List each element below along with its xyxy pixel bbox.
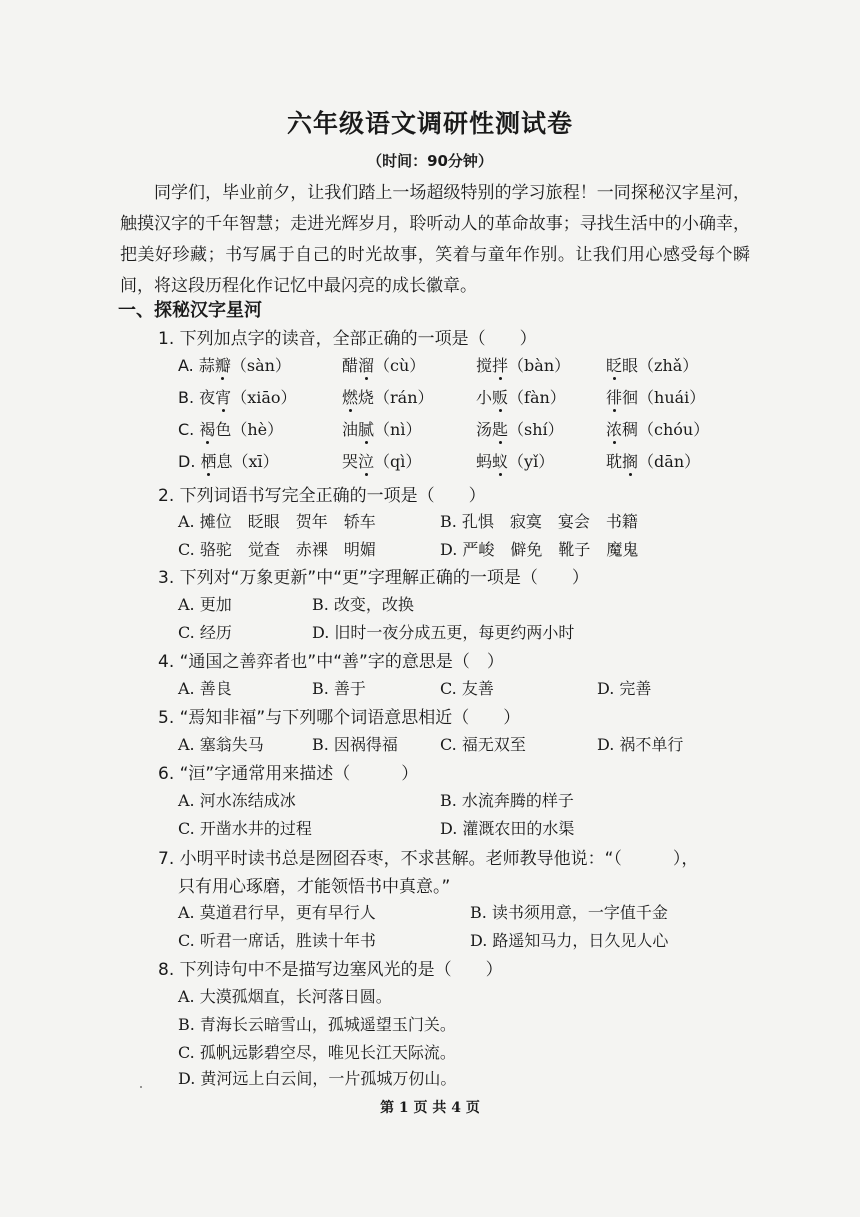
word-char: 油	[342, 420, 359, 439]
question-1-option-c-word-3	[476, 417, 564, 440]
word-char: 搅	[476, 356, 493, 375]
question-1-option-c-word-2	[342, 417, 421, 440]
question-5-option-b: B. 因祸得福	[312, 735, 398, 754]
word-char: 汤	[476, 420, 493, 439]
question-8-option-c: C. 孤帆远影碧空尽，唯见长江天际流。	[178, 1043, 456, 1062]
pinyin: （dān）	[638, 452, 701, 471]
pinyin: （sàn）	[230, 356, 291, 375]
question-5-option-d: D. 祸不单行	[597, 735, 684, 754]
intro-paragraph	[120, 178, 750, 302]
question-6-stem: 6. “洹”字通常用来描述（ ）	[158, 764, 419, 784]
question-1-option-d-word-2	[342, 449, 421, 472]
word-char: 哭	[342, 452, 359, 471]
pinyin: （nì）	[374, 420, 422, 439]
word-char: 腻	[358, 420, 375, 439]
word-char: 徊	[622, 388, 639, 407]
pinyin: （cù）	[374, 356, 426, 375]
pinyin: （rán）	[374, 388, 434, 407]
question-6-option-b: B. 水流奔腾的样子	[440, 791, 574, 810]
question-1-option-a-word-3	[476, 353, 570, 376]
intro-text: 同学们，毕业前夕，让我们踏上一场超级特别的学习旅程！一同探秘汉字星河，触摸汉字的千年智慧；走进光辉岁月，聆听动人的革命故事；寻找生活中的小确幸，把美好珍藏；书写属于自己的时光故事，笑着与童年作别。让我们用心感受每个瞬间，将这段历程化作记忆中最闪亮的成长徽章。	[120, 183, 750, 296]
page-title: 六年级语文调研性测试卷	[286, 109, 573, 138]
question-1-option-c-word-4	[606, 417, 709, 440]
word-char: 烧	[358, 388, 375, 407]
word-char: 宵	[215, 388, 232, 407]
word-char: 搁	[622, 452, 639, 471]
question-2-option-b: B. 孔惧 寂寞 宴会 书籍	[440, 512, 638, 531]
question-1-option-a-word-2	[342, 353, 425, 376]
pinyin: （yǐ）	[508, 452, 555, 471]
word-char: 蚂	[476, 452, 493, 471]
question-5-option-a: A. 塞翁失马	[178, 735, 264, 754]
question-1-option-b-word-4	[606, 385, 705, 408]
question-3-stem: 3. 下列对“万象更新”中“更”字理解正确的一项是（ ）	[158, 568, 589, 588]
pinyin: （xī）	[232, 452, 279, 471]
question-2-option-d: D. 严峻 僻免 靴子 魔鬼	[440, 540, 639, 559]
question-4-option-d: D. 完善	[597, 679, 652, 698]
word-char: 息	[216, 452, 233, 471]
pinyin: （chóu）	[638, 420, 710, 439]
question-1-option-d-word-3	[476, 449, 554, 472]
question-1-option-c-word-1	[178, 417, 283, 440]
word-char: 徘	[606, 388, 623, 407]
question-1-option-b-word-3	[476, 385, 566, 408]
time-limit: （时间：90分钟）	[367, 152, 493, 170]
pinyin: （zhǎ）	[638, 356, 699, 375]
question-6-option-d: D. 灌溉农田的水渠	[440, 819, 575, 838]
word-char: 眼	[622, 356, 639, 375]
question-8-option-a: A. 大漠孤烟直，长河落日圆。	[178, 987, 392, 1006]
word-char: 浓	[606, 420, 623, 439]
question-3-option-a: A. 更加	[178, 595, 232, 614]
question-3-option-c: C. 经历	[178, 623, 232, 642]
pinyin: （fàn）	[508, 388, 566, 407]
question-8-option-d: D. 黄河远上白云间，一片孤城万仞山。	[178, 1069, 457, 1088]
page-footer: 第 1 页 共 4 页	[380, 1100, 480, 1116]
word-char: 耽	[606, 452, 623, 471]
word-char: 匙	[492, 420, 509, 439]
option-label: D.	[178, 452, 201, 471]
word-char: 蚁	[492, 452, 509, 471]
question-4-option-b: B. 善于	[312, 679, 366, 698]
pinyin: （hè）	[231, 420, 284, 439]
question-7-option-d: D. 路遥知马力，日久见人心	[470, 931, 669, 950]
question-2-option-c: C. 骆驼 觉查 赤裸 明媚	[178, 540, 376, 559]
word-char: 拌	[492, 356, 509, 375]
pinyin: （bàn）	[508, 356, 571, 375]
word-char: 栖	[200, 452, 217, 471]
question-1-option-b-word-2	[342, 385, 434, 408]
question-6-option-a: A. 河水冻结成冰	[178, 791, 296, 810]
question-4-stem: 4. “通国之善弈者也”中“善”字的意思是（ ）	[158, 652, 504, 672]
question-6-option-c: C. 开凿水井的过程	[178, 819, 312, 838]
question-7-option-b: B. 读书须用意，一字值千金	[470, 903, 668, 922]
word-char: 泣	[358, 452, 375, 471]
scan-speck	[140, 1086, 142, 1088]
question-7-stem-continued: 只有用心琢磨，才能领悟书中真意。”	[178, 877, 451, 897]
word-char: 褐	[199, 420, 216, 439]
question-5-option-c: C. 福无双至	[440, 735, 526, 754]
word-char: 醋	[342, 356, 359, 375]
pinyin: （shí）	[508, 420, 564, 439]
pinyin: （huái）	[638, 388, 706, 407]
word-char: 贩	[492, 388, 509, 407]
word-char: 燃	[342, 388, 359, 407]
question-4-option-c: C. 友善	[440, 679, 494, 698]
option-label: A.	[178, 356, 199, 375]
word-char: 小	[476, 388, 493, 407]
word-char: 蒜	[198, 356, 215, 375]
option-label: B.	[178, 388, 200, 407]
question-8-option-b: B. 青海长云暗雪山，孤城遥望玉门关。	[178, 1015, 456, 1034]
word-char: 瓣	[214, 356, 231, 375]
question-1-option-b-word-1	[178, 385, 297, 408]
question-7-stem: 7. 小明平时读书总是囫囵吞枣，不求甚解。老师教导他说：“（ ），	[158, 849, 699, 869]
word-char: 夜	[199, 388, 216, 407]
question-1-option-a-word-4	[606, 353, 698, 376]
option-label: C.	[178, 420, 200, 439]
word-char: 眨	[606, 356, 623, 375]
question-5-stem: 5. “焉知非福”与下列哪个词语意思相近（ ）	[158, 708, 521, 728]
question-2-stem: 2. 下列词语书写完全正确的一项是（ ）	[158, 486, 486, 506]
question-3-option-d: D. 旧时一夜分成五更，每更约两小时	[312, 623, 575, 642]
question-7-option-a: A. 莫道君行早，更有早行人	[178, 903, 376, 922]
question-1-stem: 1. 下列加点字的读音，全部正确的一项是（ ）	[158, 329, 537, 349]
question-8-stem: 8. 下列诗句中不是描写边塞风光的是（ ）	[158, 960, 503, 980]
question-3-option-b: B. 改变，改换	[312, 595, 414, 614]
pinyin: （xiāo）	[231, 388, 297, 407]
word-char: 色	[215, 420, 232, 439]
word-char: 溜	[358, 356, 375, 375]
question-1-option-d-word-4	[606, 449, 700, 472]
pinyin: （qì）	[374, 452, 422, 471]
question-1-option-a-word-1	[178, 353, 291, 376]
question-2-option-a: A. 摊位 眨眼 贺年 轿车	[178, 512, 376, 531]
word-char: 稠	[622, 420, 639, 439]
question-1-option-d-word-1	[178, 449, 279, 472]
question-7-option-c: C. 听君一席话，胜读十年书	[178, 931, 376, 950]
question-4-option-a: A. 善良	[178, 679, 232, 698]
section-heading: 一、探秘汉字星河	[118, 300, 262, 321]
